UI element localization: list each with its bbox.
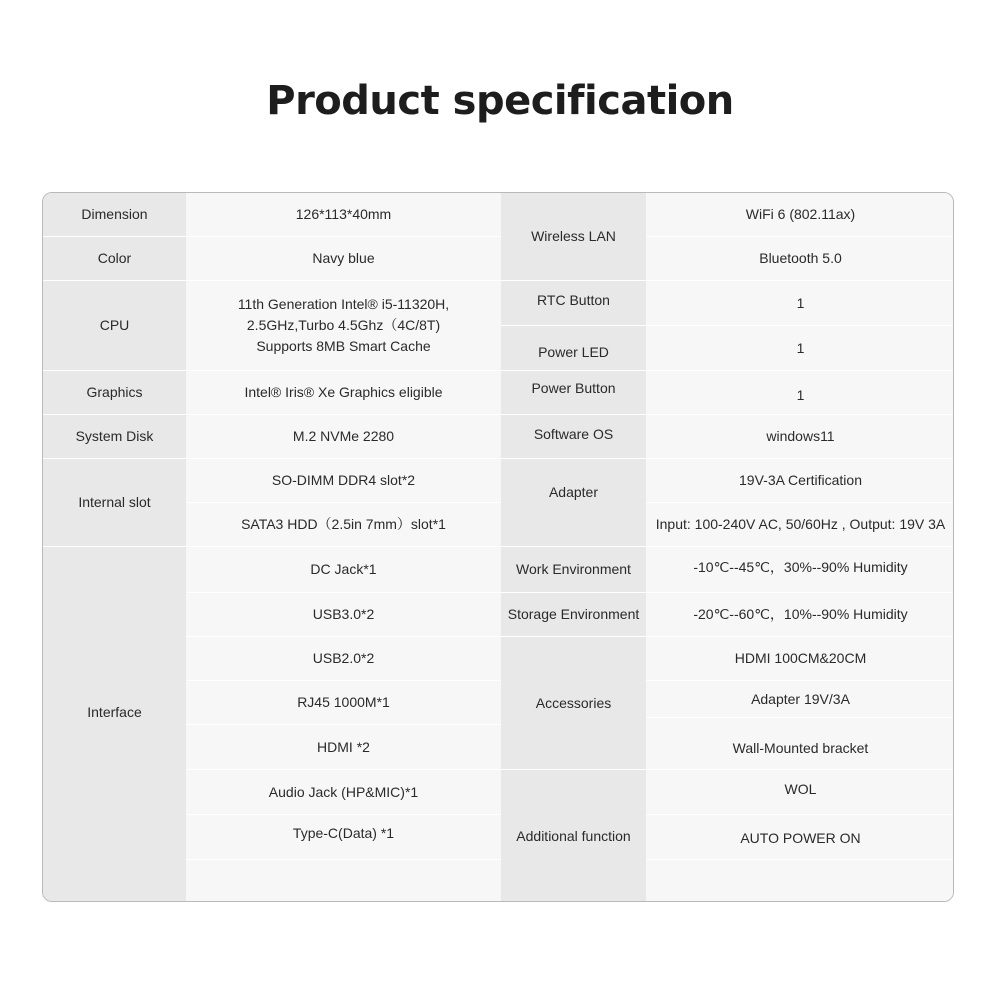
value-cpu: 11th Generation Intel® i5-11320H, 2.5GHz,Turbo 4.5Ghz（4C/8T) Supports 8MB Smart Cache <box>186 281 501 370</box>
value-internal-slot-1: SO-DIMM DDR4 slot*2 <box>186 459 501 502</box>
label-dimension: Dimension <box>43 193 186 236</box>
label-wireless-lan: Wireless LAN <box>501 193 646 280</box>
value-adapter-2: Input: 100-240V AC, 50/60Hz , Output: 19V 3A <box>646 503 954 546</box>
value-interface-1: DC Jack*1 <box>186 547 501 592</box>
label-system-disk: System Disk <box>43 415 186 458</box>
value-interface-7: Type-C(Data) *1 <box>186 815 501 859</box>
value-system-disk: M.2 NVMe 2280 <box>186 415 501 458</box>
value-software-os: windows11 <box>646 415 954 458</box>
page-title: Product specification <box>266 78 734 124</box>
value-interface-5: HDMI *2 <box>186 725 501 769</box>
label-rtc-button: RTC Button <box>501 281 646 325</box>
value-interface-3: USB2.0*2 <box>186 637 501 680</box>
label-graphics: Graphics <box>43 371 186 414</box>
label-cpu: CPU <box>43 281 186 370</box>
value-accessories-3: Wall-Mounted bracket <box>646 718 954 769</box>
value-additional-function-1: WOL <box>646 770 954 814</box>
value-rtc-button: 1 <box>646 281 954 325</box>
value-internal-slot-2: SATA3 HDD（2.5in 7mm）slot*1 <box>186 503 501 546</box>
label-additional-function: Additional function <box>501 770 646 902</box>
blank-cell <box>186 860 501 902</box>
value-accessories-2: Adapter 19V/3A <box>646 681 954 717</box>
value-power-led: 1 <box>646 326 954 370</box>
value-graphics: Intel® Iris® Xe Graphics eligible <box>186 371 501 414</box>
value-interface-6: Audio Jack (HP&MIC)*1 <box>186 770 501 814</box>
label-internal-slot: Internal slot <box>43 459 186 546</box>
value-work-environment: -10℃--45℃，30%--90% Humidity <box>646 547 954 592</box>
spec-table <box>42 192 954 902</box>
value-color: Navy blue <box>186 237 501 280</box>
label-color: Color <box>43 237 186 280</box>
label-software-os: Software OS <box>501 415 646 458</box>
label-interface: Interface <box>43 547 186 902</box>
value-interface-2: USB3.0*2 <box>186 593 501 636</box>
label-accessories: Accessories <box>501 637 646 769</box>
label-power-led: Power LED <box>501 326 646 370</box>
label-power-button: Power Button <box>501 371 646 414</box>
value-storage-environment: -20℃--60℃，10%--90% Humidity <box>646 593 954 636</box>
label-storage-environment: Storage Environment <box>501 593 646 636</box>
label-adapter: Adapter <box>501 459 646 546</box>
blank-cell <box>646 860 954 902</box>
value-wireless-lan-2: Bluetooth 5.0 <box>646 237 954 280</box>
value-power-button: 1 <box>646 371 954 414</box>
value-wireless-lan-1: WiFi 6 (802.11ax) <box>646 193 954 236</box>
label-work-environment: Work Environment <box>501 547 646 592</box>
value-adapter-1: 19V-3A Certification <box>646 459 954 502</box>
value-additional-function-2: AUTO POWER ON <box>646 815 954 859</box>
value-accessories-1: HDMI 100CM&20CM <box>646 637 954 680</box>
value-interface-4: RJ45 1000M*1 <box>186 681 501 724</box>
value-dimension: 126*113*40mm <box>186 193 501 236</box>
